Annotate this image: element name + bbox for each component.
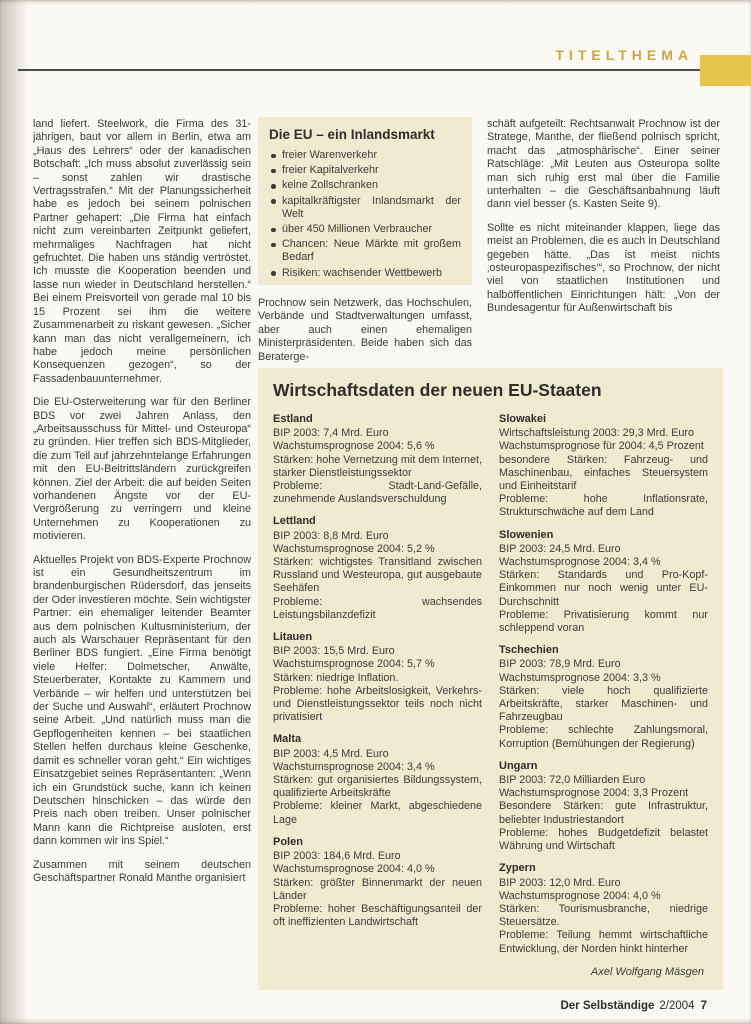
country-name: Polen: [273, 835, 303, 848]
country-name: Malta: [273, 733, 302, 746]
paragraph: Die EU-Osterweiterung war für den Berliner BDS vor zwei Jahren Anlass, den „Arbeitsausschuss für Mittel- und Osteuropa“ zu gründen. Hier treffen sich BDS-Mitglieder, die zum Teil auf jahrzehntelange Erfahrungen mit den EU-Beitrittsländern zurückgreifen können. Ziel der Arbeit: die auf beiden Seiten vorhandenen Ängste vor der EU-Vergrößerung zu verringern und kleine Unternehmen zu Kooperationen zu motivieren.: [33, 396, 251, 543]
country-problems: Probleme: hoher Beschäftigungsanteil der oft ineffizienten Landwirtschaft: [273, 902, 482, 929]
eu-infobox-list: [269, 149, 461, 280]
country-entry-slowakei: [499, 413, 708, 520]
country-strengths: Stärken: wichtigstes Transitland zwischen Russland und Westeuropa, gut ausgebaute Seehäfen: [273, 556, 482, 595]
country-name: Litauen: [273, 631, 313, 644]
country-strengths: Besondere Stärken: gute Infrastruktur, beliebter Industriestandort: [499, 800, 708, 826]
paragraph: land liefert. Steelwork, die Firma des 31-jährigen, baut vor allem in Berlin, etwa am „Haus des Lehrers“ oder der kanadischen Botschaft: „Ich muss absolut zuverlässig sein – sonst zahlen wir drastische Vertragsstrafen.“ Mit der Planungssicherheit habe es jedoch bei seinem polnischen Partner gehapert: „Die Firma hat einfach nicht zum vereinbarten Zeitpunkt geliefert, mehrmaliges Nachfragen hat nicht gefruchtet. Die haben uns ständig vertröstet. Ich musste die Kooperation beenden und lasse nun wieder in Deutschland herstellen.“ Bei einem Preisvorteil von gerade mal 10 bis 15 Prozent sei ihm die weitere Zusammenarbeit zu riskant gewesen. „Sicher kann man das nicht verallgemeinern, ich habe jedoch meine persönlichen Konsequenzen gezogen“, so der Fassadenbauunternehmer.: [33, 118, 251, 385]
eu-infobox: [258, 117, 472, 285]
country-gdp: BIP 2003: 24,5 Mrd. Euro: [499, 542, 621, 555]
country-entry-estland: [273, 413, 482, 506]
economic-data-columns: [273, 413, 708, 979]
bullet-item: kapitalkräftigster Inlandsmarkt der Welt: [269, 195, 461, 221]
country-entry-lettland: [273, 515, 482, 622]
country-strengths: Stärken: hohe Vernetzung mit dem Internet, starker Dienstleistungssektor: [273, 453, 482, 479]
section-title: TITELTHEMA: [555, 47, 693, 63]
country-name: Lettland: [273, 515, 316, 528]
bullet-item: über 450 Millionen Verbraucher: [269, 223, 461, 236]
bullet-item: keine Zollschranken: [269, 179, 461, 192]
paragraph: schäft aufgeteilt: Rechtsanwalt Prochnow ist der Stratege, Manthe, der fließend polnisch spricht, macht das „atmosphärische“. Einer seiner Ratschläge: „Mit Leuten aus Osteuropa sollte man sich ruhig erst mal über die Familie unterhalten – die Geschäftsanbahnung läuft dann viel besser (s. Kasten Seite 9).: [487, 118, 720, 211]
eu-infobox-title: Die EU – ein Inlandsmarkt: [269, 127, 435, 142]
paragraph: Aktuelles Projekt von BDS-Experte Prochnow ist ein Gesundheitszentrum im brandenburgischen Rüdersdorf, das jenseits der Oder investieren möchte. Sein wichtigster Partner: ein ehemaliger leitender Beamter aus dem polnischen Kultusministerium, der auch als Warschauer Repräsentant für den Berliner BDS fungiert. „Eine Firma benötigt viele Helfer: Dolmetscher, Anwälte, Steuerberater, Kontakte zu Kammern und Verbände – wir helfen und unterstützen bei der Suche und Auswahl“, erläutert Prochnow seine Arbeit. „Und natürlich muss man die Gepflogenheiten kennen – bei staatlichen Stellen helfen durchaus kleine Geschenke, damit es schneller voran geht.“ Ein wichtiges Einsatzgebiet seines Repräsentanten: „Wenn ich ein Grundstück suche, kann ich keinen Deutschen hinschicken – das würde den Preis nach oben treiben. Unser polnischer Mann kann die Richtpreise ausloten, erst dann kommen wir ins Spiel.“: [33, 553, 251, 848]
economic-data-column-right: [499, 413, 708, 979]
country-forecast: Wachstumsprognose 2004: 5,7 %: [273, 658, 435, 671]
country-strengths: besondere Stärken: Fahrzeug- und Maschinenbau, einfaches Steuersystem und Einheitstarif: [499, 453, 708, 493]
country-forecast: Wachstumsprognose 2004: 3,3 %: [499, 671, 661, 684]
country-name: Tschechien: [499, 644, 559, 657]
country-forecast: Wachstumsprognose 2004: 3,3 Prozent: [499, 787, 689, 800]
article-column-right: [487, 118, 720, 364]
country-strengths: Stärken: Standards und Pro-Kopf-Einkommen nur noch wenig unter EU-Durchschnitt: [499, 569, 708, 608]
article-column-left: [33, 118, 251, 1008]
country-entry-polen: [273, 836, 482, 929]
country-strengths: Stärken: größter Binnenmarkt der neuen Länder: [273, 876, 482, 902]
country-entry-zypern: [499, 862, 708, 955]
paragraph: Zusammen mit seinem deutschen Geschäftspartner Ronald Manthe organisiert: [33, 858, 251, 884]
country-name: Slowakei: [499, 413, 547, 425]
country-name: Zypern: [499, 862, 536, 875]
bullet-item: freier Warenverkehr: [269, 149, 461, 162]
country-name: Estland: [273, 413, 313, 425]
country-gdp: BIP 2003: 7,4 Mrd. Euro: [273, 427, 389, 440]
header-rule: [18, 69, 700, 71]
author-byline: Axel Wolfgang Mäsgen: [590, 965, 704, 978]
country-problems: Probleme: wachsendes Leistungsbilanzdefizit: [273, 595, 482, 621]
country-forecast: Wachstumsprognose 2004: 3,4 %: [499, 556, 661, 569]
country-problems: Probleme: hohes Budgetdefizit belastet Währung und Wirtschaft: [499, 826, 708, 853]
country-entry-slowenien: [499, 529, 708, 636]
country-strengths: Stärken: Tourismusbranche, niedrige Steuersätze.: [499, 902, 708, 929]
country-gdp: BIP 2003: 184,6 Mrd. Euro: [273, 850, 401, 863]
country-problems: Probleme: Stadt-Land-Gefälle, zunehmende Auslandsverschuldung: [273, 480, 482, 506]
country-gdp: BIP 2003: 8,8 Mrd. Euro: [273, 529, 389, 542]
page-bottom-edge: [0, 1018, 751, 1024]
page-footer: [560, 1000, 707, 1012]
page-number: 7: [700, 1000, 707, 1012]
country-gdp: BIP 2003: 72,0 Milliarden Euro: [499, 774, 646, 787]
country-strengths: Stärken: niedrige Inflation.: [273, 671, 399, 684]
country-name: Ungarn: [499, 759, 538, 772]
economic-data-box-title: Wirtschaftsdaten der neuen EU-Staaten: [273, 380, 602, 400]
header-gold-block: [700, 55, 751, 86]
economic-data-column-left: [273, 413, 482, 979]
country-forecast: Wachstumsprognose 2004: 4,0 %: [273, 863, 435, 876]
country-entry-malta: [273, 733, 482, 826]
country-gdp: Wirtschaftsleistung 2003: 29,3 Mrd. Euro: [499, 427, 695, 440]
country-problems: Probleme: Teilung hemmt wirtschaftliche Entwicklung, der Norden hinkt hinterher: [499, 929, 708, 955]
magazine-title: Der Selbständige: [560, 1000, 655, 1012]
article-column-middle: [258, 297, 472, 363]
country-problems: Probleme: hohe Inflationsrate, Strukturschwäche auf dem Land: [499, 493, 708, 519]
page-top-edge: [0, 0, 751, 5]
bullet-item: freier Kapitalverkehr: [269, 164, 461, 177]
country-entry-ungarn: [499, 760, 708, 853]
country-problems: Probleme: Privatisierung kommt nur schleppend voran: [499, 608, 708, 635]
bullet-item: Risiken: wachsender Wettbewerb: [269, 267, 461, 280]
country-problems: Probleme: kleiner Markt, abgeschiedene Lage: [273, 800, 482, 826]
country-entry-litauen: [273, 631, 482, 724]
country-forecast: Wachstumsprognose 2004: 4,0 %: [499, 889, 661, 902]
economic-data-box: [258, 368, 723, 990]
country-problems: Probleme: schlechte Zahlungsmoral, Korruption (Bemühungen der Regierung): [499, 724, 708, 750]
paragraph: Sollte es nicht miteinander klappen, liege das meist an Problemen, die es auch in Deutschland gegeben hätte. „Das ist meist nichts ‚osteuropaspezifisches‘“, so Prochnow, der nicht viel von staatlichen Institutionen und halböffentlichen Einrichtungen hält: „Von der Bundesagentur für Außenwirtschaft bis: [487, 221, 720, 315]
country-strengths: Stärken: viele hoch qualifizierte Arbeitskräfte, starker Maschinen- und Fahrzeugbau: [499, 684, 708, 724]
paragraph: Prochnow sein Netzwerk, das Hochschulen, Verbände und Stadtverwaltungen umfasst, aber auch einen ehemaligen Ministerpräsidenten. Beide haben sich das Beraterge-: [258, 297, 472, 363]
country-forecast: Wachstumsprognose 2004: 3,4 %: [273, 760, 435, 773]
country-forecast: Wachstumsprognose 2004: 5,2 %: [273, 542, 435, 555]
country-gdp: BIP 2003: 78,9 Mrd. Euro: [499, 658, 621, 671]
page-spine-shadow: [0, 0, 28, 1024]
country-gdp: BIP 2003: 4,5 Mrd. Euro: [273, 747, 389, 760]
country-forecast: Wachstumsprognose für 2004: 4,5 Prozent: [499, 440, 704, 453]
country-problems: Probleme: hohe Arbeitslosigkeit, Verkehrs- und Dienstleistungssektor teils noch nicht privatisiert: [273, 684, 482, 724]
country-name: Slowenien: [499, 528, 554, 541]
country-entry-tschechien: [499, 644, 708, 751]
country-gdp: BIP 2003: 12,0 Mrd. Euro: [499, 876, 621, 889]
bullet-item: Chancen: Neue Märkte mit großem Bedarf: [269, 238, 461, 264]
issue-number: 2/2004: [659, 1000, 695, 1012]
country-strengths: Stärken: gut organisiertes Bildungssystem, qualifizierte Arbeitskräfte: [273, 774, 482, 800]
country-gdp: BIP 2003: 15,5 Mrd. Euro: [273, 645, 395, 658]
country-forecast: Wachstumsprognose 2004: 5,6 %: [273, 440, 435, 453]
